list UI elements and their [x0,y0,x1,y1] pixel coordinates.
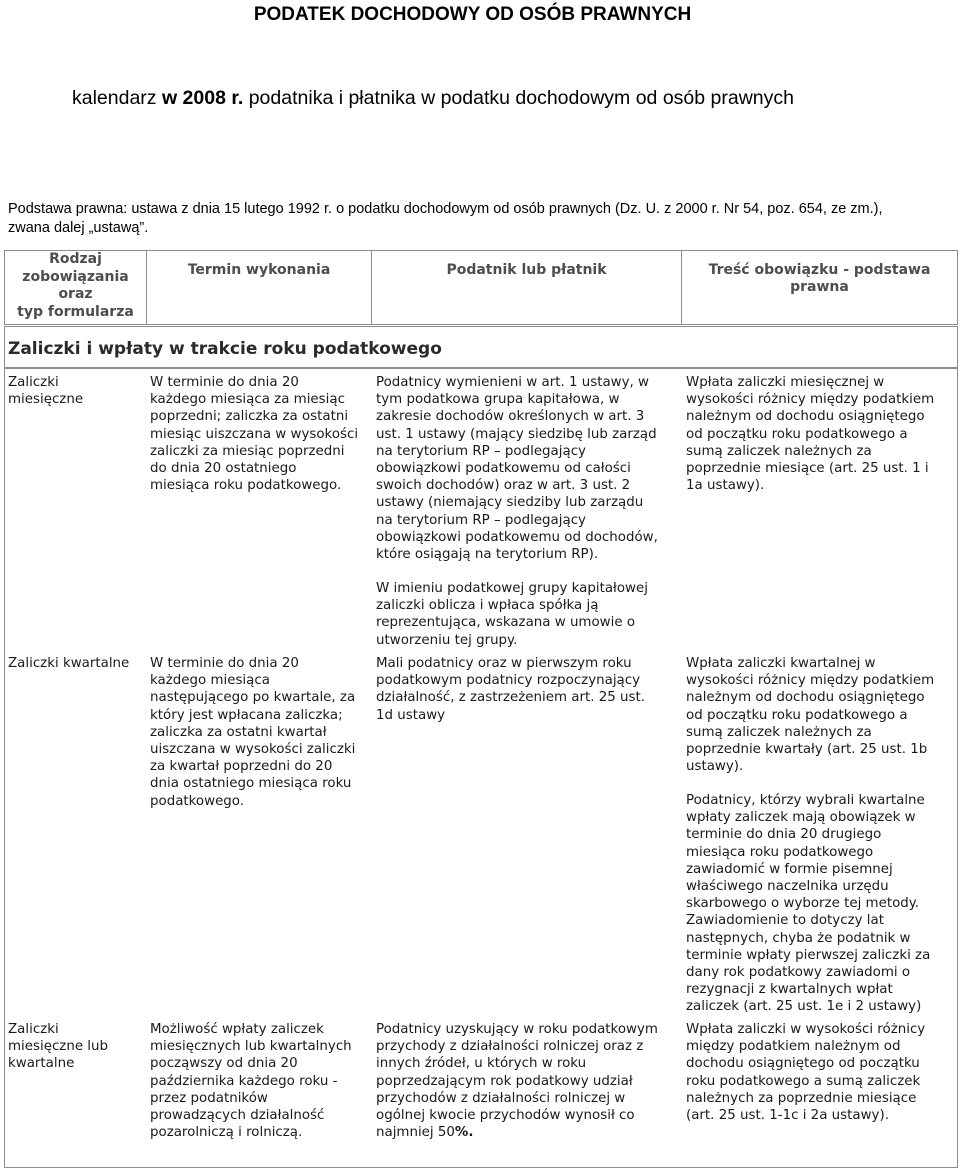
cell-line: tym podatkowa grupa kapitałowa, w [376,392,620,408]
cell-line: W terminie do dnia 20 [150,656,299,671]
subtitle-suffix: podatnika i płatnika w podatku dochodowym od osób prawnych [243,87,794,109]
cell-line: pozarolniczą i rolniczą. [150,1125,303,1141]
row-quarterly-type [8,655,143,672]
cell-line: właściwego naczelnika urzędu [686,879,889,895]
cell-line: miesięczne [8,392,84,408]
cell-line [376,1124,676,1141]
cell-line: reprezentująca, wskazana w umowie o [376,615,636,631]
header-obligation-content [682,251,957,324]
page-title: PODATEK DOCHODOWY OD OSÓB PRAWNYCH [253,4,692,25]
row-quarterly-obligation [686,655,954,775]
header-text: zobowiązania [22,268,129,285]
header-taxpayer [372,251,682,324]
cell-line: Zaliczki [8,375,59,390]
cell-line: przez podatników [150,1090,268,1106]
cell-line: poprzednie miesiące (art. 25 ust. 1 i [686,461,929,477]
header-text: Treść obowiązku - podstawa [708,262,931,278]
header-text: Termin wykonania [187,262,331,278]
percent-sign: %. [454,1125,474,1141]
cell-line: miesięcznych lub kwartalnych [150,1039,352,1055]
cell-line: zaliczka za ostatni kwartał [150,724,327,740]
cell-line: miesiąca roku podatkowego. [150,478,342,494]
cell-line: dochodu osiągniętego od początku [686,1056,920,1072]
cell-line: poprzedni; zaliczka za ostatni [150,409,349,425]
cell-line: października każdego roku - [150,1073,338,1089]
calendar-subtitle [72,87,952,110]
cell-line: sumą zaliczek należnych za [686,443,872,459]
cell-line: każdego miesiąca [150,673,270,689]
cell-line: między podatkiem należnym od [686,1039,901,1055]
cell-line: należnym od dochodu osiągniętego [686,409,925,425]
cell-line: na terytorium RP – podlegający [376,512,586,528]
cell-line: rezygnacji z kwartalnych wpłat [686,982,893,998]
cell-line: Zawiadomienie to dotyczy lat [686,913,884,929]
cell-line: terminie wpłaty pierwszej zaliczki za [686,947,931,963]
cell-line: kwartalne [8,1056,75,1072]
header-text: prawna [790,279,849,295]
cell-line: wpłaty zaliczek mają obowiązek w [686,810,916,826]
cell-line: zakresie dochodów określonych w art. 3 [376,409,645,425]
cell-line: obowiązkowi podatkowemu od całości [376,461,631,477]
cell-line: W imieniu podatkowej grupy kapitałowej [376,581,648,596]
cell-line: wysokości różnicy między podatkiem [686,392,935,408]
row-quarterly-notice [686,792,954,1016]
row-monthly-taxpayer-group [376,580,676,649]
cell-line: zaliczki za miesiąc poprzedni [150,443,345,459]
cell-line: zaliczek (art. 25 ust. 1e i 2 ustawy) [686,999,922,1015]
cell-line: zawiadomić w formie pisemnej [686,861,893,877]
cell-line: prowadzących działalność [150,1108,325,1124]
cell-line: 1d ustawy [376,707,446,723]
cell-line: roku podatkowego a sumą zaliczek [686,1073,921,1089]
cell-line: poprzedzającym rok podatkowy udział [376,1073,633,1089]
cell-line: każdego miesiąca za miesiąc [150,392,345,408]
cell-line: (art. 25 ust. 1-1c i 2a ustawy). [686,1108,889,1124]
subtitle-prefix: kalendarz [72,87,162,109]
cell-line: swoich dochodów) oraz w art. 3 ust. 2 [376,478,631,494]
table-header [4,250,958,325]
cell-line: do dnia 20 ostatniego [150,461,297,477]
cell-line: dany rok podatkowy zawiadomi o [686,965,911,981]
header-obligation-type [5,251,147,324]
cell-line: podatkowym podatnicy rozpoczynający [376,673,641,689]
cell-line: sumą zaliczek należnych za [686,724,872,740]
cell-line: przychodów z działalności rolniczej w [376,1090,626,1106]
cell-line: Wpłata zaliczki miesięcznej w [686,375,885,390]
section-heading: Zaliczki i wpłaty w trakcie roku podatkowego [4,326,958,368]
cell-line: utworzeniu tej grupy. [376,632,518,648]
cell-line: ustawy (niemający siedziby lub zarządu [376,495,644,511]
cell-line: miesięczne lub [8,1039,109,1055]
row-quarterly-taxpayer [376,655,676,724]
cell-line: na terytorium RP – podlegający [376,443,586,459]
cell-line: począwszy od dnia 20 [150,1056,298,1072]
cell-line: które osiągają na terytorium RP). [376,547,599,563]
cell-line: obowiązkowi podatkowemu od dochodów, [376,529,658,545]
legal-basis [8,200,948,238]
header-text: Podatnik lub płatnik [446,262,607,278]
row-mixed-type [8,1021,143,1073]
header-deadline [147,251,372,324]
cell-line: skarbowego o wyborze tej metody. [686,896,920,912]
cell-line: od początku roku podatkowego a [686,707,908,723]
cell-line: następnych, chyba że podatnik w [686,930,911,946]
cell-line: Zaliczki [8,1022,59,1037]
cell-line: poprzednie kwartały (art. 25 ust. 1b [686,742,928,758]
cell-line: ogólnej kwocie przychodów wynosił co [376,1108,635,1124]
header-text: Rodzaj [49,251,102,267]
row-monthly-taxpayer [376,374,676,563]
cell-line: Wpłata zaliczki w wysokości różnicy [686,1022,926,1037]
cell-line: należnych za poprzednie miesiące [686,1090,917,1106]
cell-line: działalność, z zastrzeżeniem art. 25 ust. [376,690,645,706]
legal-basis-line: zwana dalej „ustawą”. [8,220,149,236]
header-text: oraz [58,286,93,302]
cell-line: Wpłata zaliczki kwartalnej w [686,656,876,671]
cell-line: innych źródeł, u których w roku [376,1056,587,1072]
cell-line: wysokości różnicy między podatkiem [686,673,935,689]
legal-basis-line: Podstawa prawna: ustawa z dnia 15 lutego 1992 r. o podatku dochodowym od osób prawnych (Dz. U. z 2000 r. Nr 54, poz. 654, ze zm.), [8,201,883,217]
row-monthly-obligation [686,374,954,494]
cell-line: zaliczki oblicza i wpłaca spółka ją [376,598,599,614]
cell-line: miesiąc uiszczana w wysokości [150,426,359,442]
cell-line: Mali podatnicy oraz w pierwszym roku [376,656,632,671]
cell-line: uiszczana w wysokości zaliczki [150,742,356,758]
cell-line: należnym od dochodu osiągniętego [686,690,925,706]
row-mixed-taxpayer [376,1021,676,1141]
subtitle-year: w 2008 r. [161,87,244,109]
cell-text: najmniej 50 [376,1125,455,1141]
cell-line: miesiąca roku podatkowego [686,844,874,860]
cell-line: który jest wpłacana zaliczka; [150,707,343,723]
cell-line: dnia ostatniego miesiąca roku [150,776,352,792]
row-monthly-deadline [150,374,372,494]
cell-line: ustawy). [686,759,744,775]
cell-line: 1a ustawy). [686,478,765,494]
row-mixed-deadline [150,1021,372,1141]
cell-line: Podatnicy, którzy wybrali kwartalne [686,793,925,808]
cell-line: podatkowego. [150,793,245,809]
cell-line: Możliwość wpłaty zaliczek [150,1022,324,1037]
cell-line: ust. 1 ustawy (mający siedzibę lub zarząd [376,426,657,442]
cell-line: W terminie do dnia 20 [150,375,299,390]
cell-line: Podatnicy wymienieni w art. 1 ustawy, w [376,375,650,390]
row-monthly-type [8,374,143,408]
cell-line: za kwartał poprzedni do 20 [150,759,333,775]
row-mixed-obligation [686,1021,954,1124]
header-text: typ formularza [17,303,134,320]
cell-line: Podatnicy uzyskujący w roku podatkowym [376,1022,658,1037]
cell-line: terminie do dnia 20 drugiego [686,827,882,843]
cell-line: Zaliczki kwartalne [8,656,130,671]
row-quarterly-deadline [150,655,372,810]
cell-line: od początku roku podatkowego a [686,426,908,442]
cell-line: następującego po kwartale, za [150,690,356,706]
cell-line: przychody z działalności rolniczej oraz z [376,1039,644,1055]
